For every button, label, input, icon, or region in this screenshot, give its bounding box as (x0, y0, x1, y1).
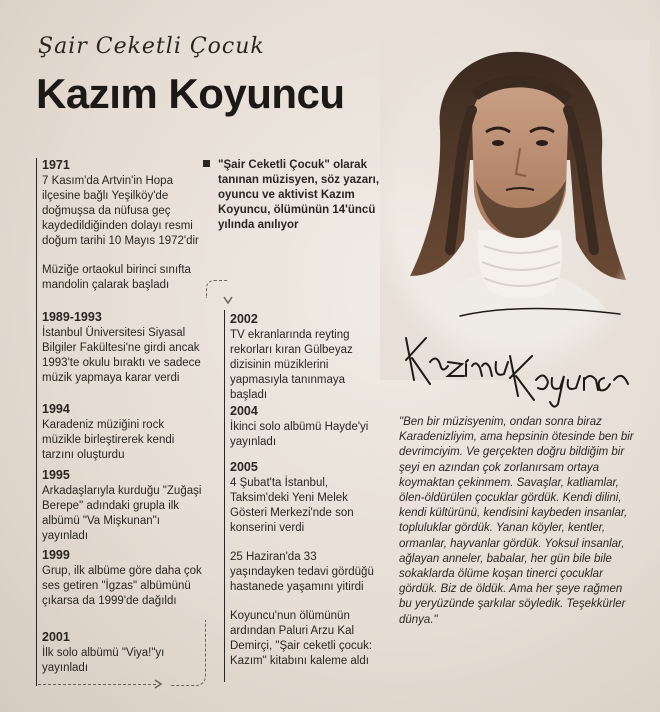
timeline-year: 1971 (42, 158, 70, 172)
timeline-text: Grup, ilk albüme göre daha çok ses getiren "İgzas" albümünü çıkarsa da 1999'de dağıldı (42, 565, 202, 607)
kicker-title: Şair Ceketli Çocuk (38, 34, 265, 59)
timeline-text: İlk solo albümü "Viya!"yı yayınladı (42, 647, 165, 674)
timeline-line-right (224, 310, 225, 682)
timeline-text: İkinci solo albümü Hayde'yi yayınladı (230, 421, 369, 448)
timeline-text: Müziğe ortaokul birinci sınıfta mandolin çalarak başladı (42, 264, 191, 291)
timeline-year: 1995 (42, 468, 70, 482)
timeline-text: İstanbul Üniversitesi Siyasal Bilgiler Fakültesi'ne girdi ancak 1993'te okulu bıraktı ve sadece müzik yapmaya karar verdi (42, 327, 201, 384)
timeline-year: 1999 (42, 548, 70, 562)
timeline-text: Karadeniz müziğini rock müzikle birleştirerek kendi tarzını oluşturdu (42, 419, 175, 461)
timeline-text: 25 Haziran'da 33 yaşındayken tedavi gördüğü hastanede yaşamını yitirdi (230, 551, 374, 593)
timeline-connector-base (38, 684, 156, 685)
timeline-year: 2004 (230, 404, 258, 418)
timeline-year: 2005 (230, 460, 258, 474)
quote-text: "Ben bir müzisyenim, ondan sonra biraz Karadenizliyim, ama hepsinin ötesinde ben bir devrimciyim. Ve gerçekten doğru bildiğim bir şeyi en azından çok zorlanırsam ortaya koymaktan çekinmem. Savaşlar, katliamlar, ölen-öldürülen çocuklar gördük. Kendi dilini, kendi kültürünü, kendisini kaybeden insanlar, topluluklar gördük. Yanan köyler, kentler, ormanlar, hayvanlar gördük. Yoksul insanlar, ağlayan anneler, babalar, her gün bile bile sokaklarda ölüme koşan tinerci çocuklar gördük. Biz de öldük. Ama her şeye rağmen bu yeryüzünde şarkılar söyledik. Teşekkürler dünya." (399, 416, 634, 626)
timeline-entry (230, 460, 378, 669)
connector-arrow-icon (222, 294, 234, 306)
timeline-entry (42, 402, 202, 463)
timeline-year: 2002 (230, 312, 258, 326)
intro-paragraph: "Şair Ceketli Çocuk" olarak tanınan müzisyen, söz yazarı, oyuncu ve aktivist Kazım Koyuncu, ölümünün 14'üncü yılında anılıyor (218, 159, 380, 231)
timeline-year: 2001 (42, 630, 70, 644)
timeline-entry (42, 468, 202, 544)
timeline-entry (42, 310, 202, 386)
timeline-entry (42, 630, 202, 676)
signature-image (400, 300, 630, 410)
timeline-text: Arkadaşlarıyla kurduğu "Zuğaşi Berepe" adındaki grupla ilk albümü "Va Mişkunan"ı yayınladı (42, 485, 202, 542)
timeline-text: TV ekranlarında reyting rekorları kıran Gülbeyaz dizisinin müziklerini yapmasıyla tanınmaya başladı (230, 329, 353, 401)
timeline-entry (230, 404, 378, 450)
timeline-entry (42, 158, 202, 293)
timeline-entry (42, 548, 202, 609)
timeline-text: 7 Kasım'da Artvin'in Hopa ilçesine bağlı Yeşilköy'de doğmuşsa da nüfusa geç kaydedildiğinden dolayı resmi doğum tarihi 10 Mayıs 1972'dir (42, 175, 199, 247)
intro-text (206, 158, 386, 233)
timeline-text: 4 Şubat'ta İstanbul, Taksim'deki Yeni Melek Gösteri Merkezi'nde son konserini verdi (230, 477, 354, 534)
timeline-year: 1989-1993 (42, 310, 102, 324)
timeline-year: 1994 (42, 402, 70, 416)
timeline-text: Koyuncu'nun ölümünün ardından Paluri Arzu Kal Demirçi, "Şair ceketli çocuk: Kazım" kitabını kaleme aldı (230, 610, 373, 667)
timeline-line-left (36, 158, 37, 686)
timeline-entry (230, 312, 378, 403)
connector-arrow-right-icon (152, 678, 164, 690)
page-title: Kazım Koyuncu (36, 70, 345, 117)
